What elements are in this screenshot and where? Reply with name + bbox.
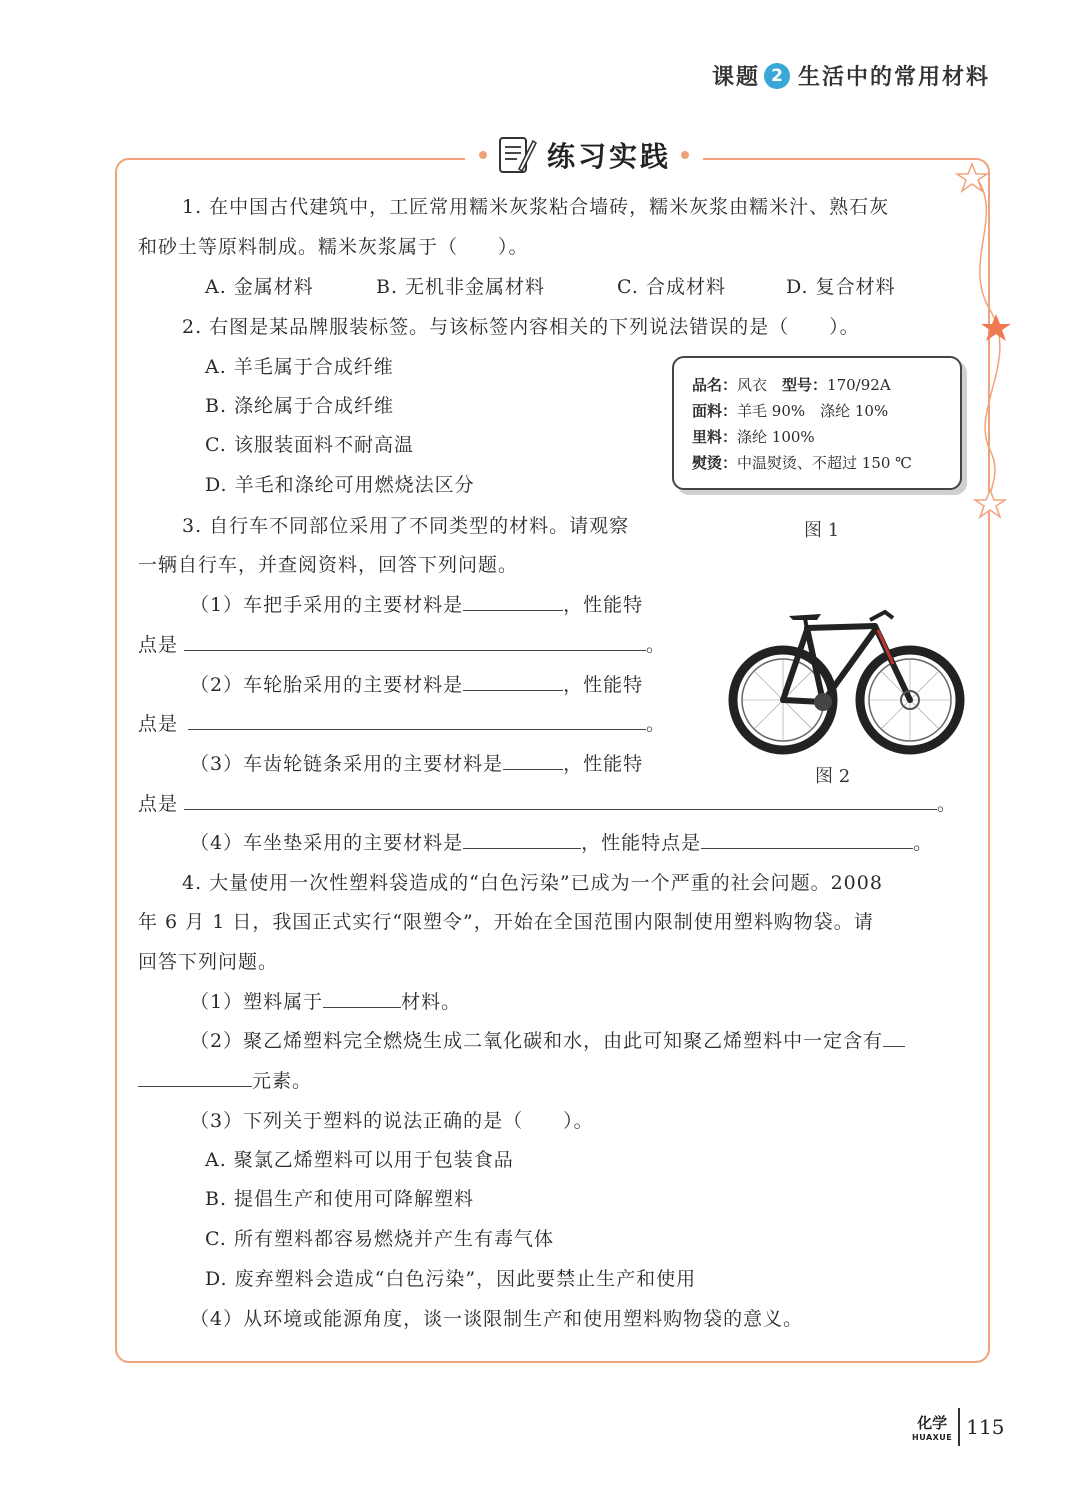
q3-part3-tail: ，性能特 [563,753,644,775]
q4-part2-tail: 元素。 [252,1070,313,1092]
q3-part1-cont-text: 点是 [138,634,179,656]
label-row-name [692,372,960,398]
seat-post [805,618,807,630]
notebook-pencil-icon [497,133,537,177]
star-filled [981,314,1011,341]
handlebar [870,612,893,620]
q4-part3-option-d: D. 废弃塑料会造成“白色污染”，因此要禁止生产和使用 [205,1268,697,1290]
answer-blank[interactable] [503,751,563,770]
answer-blank[interactable] [323,989,401,1008]
bicycle-image [725,598,965,758]
q3-part4-text: （4）车坐垫采用的主要材料是 [190,832,464,854]
figure-1-caption: 图 1 [804,520,840,541]
q4-part2-text: （2）聚乙烯塑料完全燃烧生成二氧化碳和水，由此可知聚乙烯塑料中一定含有 [190,1030,884,1052]
period: 。 [913,832,934,854]
q3-part1-text: （1）车把手采用的主要材料是 [190,594,464,616]
decorative-ribbon [950,150,1030,530]
subject-pinyin: HUAXUE [912,1433,953,1442]
label-key-fabric: 面料： [692,402,738,420]
q2-stem: 2. 右图是某品牌服装标签。与该标签内容相关的下列说法错误的是（ ）。 [182,316,860,338]
label-value-ironing: 中温熨烫、不超过 150 ℃ [737,454,912,472]
answer-blank[interactable] [883,1028,905,1047]
q2-option-d: D. 羊毛和涤纶可用燃烧法区分 [205,474,475,496]
label-row-fabric [692,398,960,424]
q3-part4 [190,828,933,855]
chapter-title: 生活中的常用材料 [797,65,990,90]
period: 。 [937,793,958,815]
q2-option-c: C. 该服装面料不耐高温 [205,434,414,456]
label-row-ironing [692,450,960,476]
ribbon-curve [970,170,1000,515]
subject-name: 化学 [917,1414,948,1432]
label-key-name: 品名： [692,376,738,394]
q3-part2-cont [138,709,666,736]
q3-part2-tail: ，性能特 [563,674,644,696]
q4-part1-tail: 材料。 [401,991,462,1013]
chainring [814,693,832,711]
q1-option-d: D. 复合材料 [786,276,896,298]
q3-part2-text: （2）车轮胎采用的主要材料是 [190,674,464,696]
answer-blank[interactable] [184,791,937,810]
page-footer [912,1408,1004,1446]
answer-blank[interactable] [138,1068,252,1087]
q3-part4-tail: ，性能特点是 [581,832,702,854]
q1-option-a: A. 金属材料 [205,276,314,298]
q4-stem-line1: 4. 大量使用一次性塑料袋造成的“白色污染”已成为一个严重的社会问题。2008 [182,872,883,894]
answer-blank[interactable] [188,711,646,730]
label-value-lining: 涤纶 100% [737,428,815,446]
period: 。 [646,713,667,735]
q4-part3-option-c: C. 所有塑料都容易燃烧并产生有毒气体 [205,1228,554,1250]
page-number: 115 [966,1415,1005,1439]
section-title-box [465,128,703,182]
q4-part3-option-a: A. 聚氯乙烯塑料可以用于包装食品 [205,1149,514,1171]
q3-part1-cont [138,630,666,657]
clothing-label-figure [672,356,962,490]
q3-stem-line2: 一辆自行车，并查阅资料，回答下列问题。 [138,554,519,576]
q4-stem-line2: 年 6 月 1 日，我国正式实行“限塑令”，开始在全国范围内限制使用塑料购物袋。请 [138,911,874,933]
q3-part2 [190,670,643,697]
label-row-lining [692,424,960,450]
label-value-fabric: 羊毛 90% 涤纶 10% [737,402,889,420]
chapter-header [712,60,990,91]
q4-part3: （3）下列关于塑料的说法正确的是（ ）。 [190,1110,594,1132]
q4-part2-cont [138,1066,312,1093]
q3-part3 [190,749,643,776]
title-dot-left [479,151,487,159]
label-key-lining: 里料： [692,428,738,446]
q3-part1-tail: ，性能特 [563,594,644,616]
answer-blank[interactable] [463,592,563,611]
title-dot-right [681,151,689,159]
star-outline-bottom [975,490,1005,517]
q4-stem-line3: 回答下列问题。 [138,951,279,973]
label-value-name: 风衣 [737,376,783,394]
q3-part2-cont-text: 点是 [138,713,179,735]
q3-stem-line1: 3. 自行车不同部位采用了不同类型的材料。请观察 [182,515,630,537]
label-key-ironing: 熨烫： [692,454,738,472]
answer-blank[interactable] [463,830,581,849]
q3-part3-cont-text: 点是 [138,793,179,815]
period: 。 [646,634,667,656]
q3-part3-cont [138,789,957,816]
answer-blank[interactable] [701,830,913,849]
q1-option-b: B. 无机非金属材料 [376,276,546,298]
figure-2-caption: 图 2 [815,766,851,787]
q1-stem-line2: 和砂土等原料制成。糯米灰浆属于（ ）。 [138,236,529,258]
section-title: 练习实践 [547,140,672,173]
q4-part2 [190,1026,905,1053]
answer-blank[interactable] [184,632,646,651]
q2-option-a: A. 羊毛属于合成纤维 [205,356,394,378]
q4-part1-text: （1）塑料属于 [190,991,324,1013]
label-value-model: 170/92A [827,376,891,394]
label-key-model: 型号： [782,376,828,394]
q4-part4: （4）从环境或能源角度，谈一谈限制生产和使用塑料购物袋的意义。 [190,1308,804,1330]
q1-stem-line1: 1. 在中国古代建筑中，工匠常用糯米灰浆粘合墙砖，糯米灰浆由糯米汁、熟石灰 [182,196,890,218]
q3-part3-text: （3）车齿轮链条采用的主要材料是 [190,753,504,775]
chapter-number-badge: 2 [764,63,790,89]
q1-option-c: C. 合成材料 [617,276,726,298]
footer-divider [958,1408,960,1446]
subject-mark [912,1412,952,1442]
chapter-prefix: 课题 [711,65,760,90]
answer-blank[interactable] [463,672,563,691]
q3-part1 [190,590,643,617]
q2-option-b: B. 涤纶属于合成纤维 [205,395,395,417]
q4-part1 [190,987,461,1014]
q4-part3-option-b: B. 提倡生产和使用可降解塑料 [205,1188,475,1210]
